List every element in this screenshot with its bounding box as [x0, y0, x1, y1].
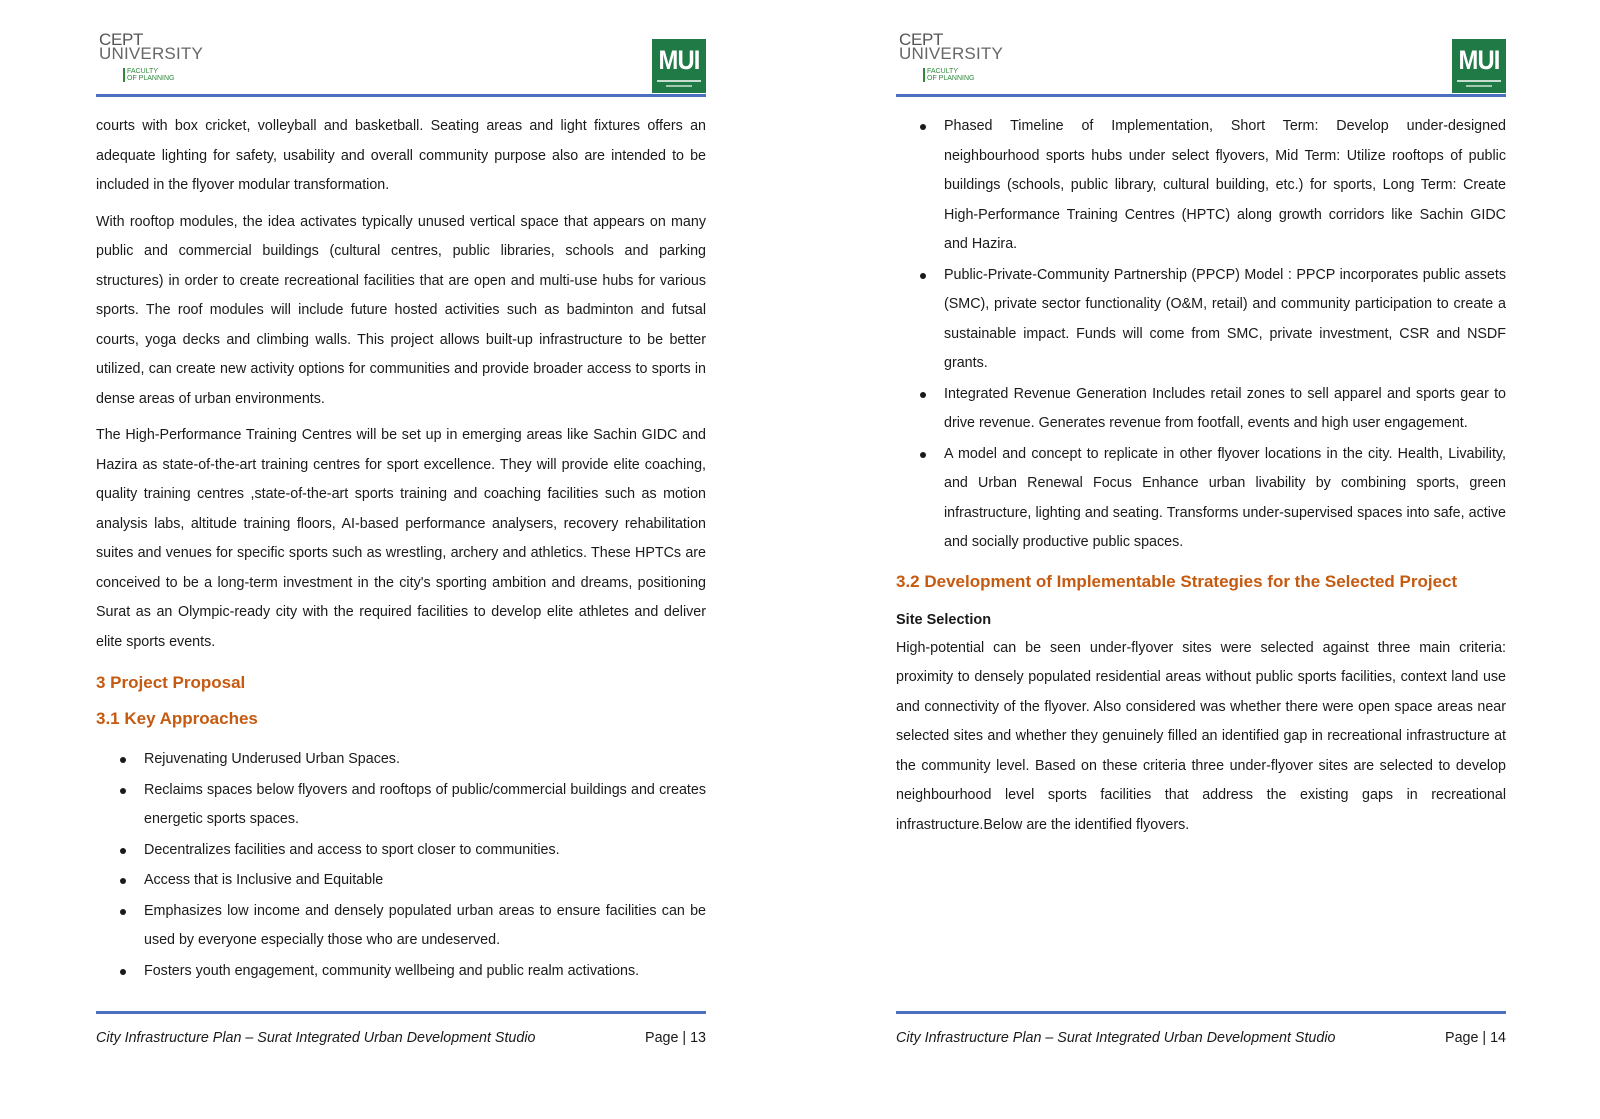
bullet-icon	[120, 909, 126, 915]
logo-text-university: UNIVERSITY	[899, 44, 1004, 63]
page-content	[96, 112, 706, 993]
mui-logo-line	[666, 85, 692, 87]
cept-university-logo	[99, 30, 204, 83]
list-item: Fosters youth engagement, community wellbeing and public realm activations.	[96, 957, 706, 987]
logo-text-faculty: FACULTY OF PLANNING	[123, 68, 174, 82]
page-footer	[896, 1030, 1506, 1046]
list-item: Emphasizes low income and densely populated urban areas to ensure facilities can be used by everyone especially those who are undeserved.	[96, 897, 706, 956]
paragraph: High-potential can be seen under-flyover sites were selected against three main criteria: proximity to densely populated residential areas without public sports facilities, context land use and connectivity of the flyover. Also considered was whether there were open space areas near selected sites and whether they genuinely filled an identified gap in recreational infrastructure at the community level. Based on these criteria three under-flyover sites are selected to develop neighbourhood level sports facilities that address the existing gaps in recreational infrastructure.Below are the identified flyovers.	[896, 639, 1506, 833]
footer-rule	[96, 1011, 706, 1014]
mui-logo-line	[1466, 85, 1492, 87]
mui-logo	[652, 39, 706, 93]
page-number: Page | 14	[1445, 1030, 1506, 1046]
list-item: A model and concept to replicate in other flyover locations in the city. Health, Livability, and Urban Renewal Focus Enhance urban livability by combining sports, green infrastructure, lighting and seating. Transforms under-supervised spaces into safe, active and socially productive public spaces.	[896, 440, 1506, 558]
logo-text-cept: CEPT	[899, 30, 944, 49]
bullet-icon	[120, 848, 126, 854]
mui-logo-text: MUI	[1458, 45, 1500, 75]
footer-rule	[896, 1011, 1506, 1014]
footer-title: City Infrastructure Plan – Surat Integrated Urban Development Studio	[896, 1030, 1336, 1046]
section-heading: 3.2 Development of Implementable Strategies for the Selected Project	[896, 571, 1458, 591]
mui-logo	[1452, 39, 1506, 93]
logo-text-faculty: FACULTY OF PLANNING	[923, 68, 974, 82]
section-heading: 3.1 Key Approaches	[96, 709, 258, 728]
paragraph: The High-Performance Training Centres will be set up in emerging areas like Sachin GIDC and Hazira as state-of-the-art training centres for sport excellence. They will provide elite coaching, quality training centres ,state-of-the-art sports training and coaching facilities such as motion analysis labs, altitude training floors, AI-based performance analysers, recovery rehabilitation suites and venues for specific sports such as wrestling, archery and athletics. These HPTCs are conceived to be a long-term investment in the city's sporting ambition and dreams, positioning Surat as an Olympic-ready city with the required facilities to develop elite athletes and deliver elite sports events.	[96, 427, 706, 650]
logo-text-university: UNIVERSITY	[99, 44, 204, 63]
key-approaches-list	[96, 745, 706, 986]
mui-logo-line	[1457, 80, 1501, 82]
mui-logo-text: MUI	[658, 45, 700, 75]
list-item: Phased Timeline of Implementation, Short Term: Develop under-designed neighbourhood sports hubs under select flyovers, Mid Term: Utilize rooftops of public buildings (schools, public library, cultural building, etc.) for sports, Long Term: Create High-Performance Training Centres (HPTC) along growth corridors like Sachin GIDC and Hazira.	[896, 112, 1506, 260]
bullet-icon	[920, 124, 926, 130]
strategy-list	[896, 112, 1506, 558]
page-footer	[96, 1030, 706, 1046]
bullet-icon	[120, 969, 126, 975]
page-number: Page | 13	[645, 1030, 706, 1046]
bullet-icon	[920, 452, 926, 458]
mui-logo-line	[657, 80, 701, 82]
bullet-icon	[120, 878, 126, 884]
list-item: Rejuvenating Underused Urban Spaces.	[96, 745, 706, 775]
section-heading: 3 Project Proposal	[96, 673, 246, 692]
logo-text-cept: CEPT	[99, 30, 144, 49]
list-item: Decentralizes facilities and access to sport closer to communities.	[96, 836, 706, 866]
page-14	[896, 0, 1506, 1119]
header-rule	[896, 94, 1506, 97]
cept-university-logo	[899, 30, 1004, 83]
bullet-icon	[920, 392, 926, 398]
footer-title: City Infrastructure Plan – Surat Integrated Urban Development Studio	[96, 1030, 536, 1046]
list-item: Public-Private-Community Partnership (PPCP) Model : PPCP incorporates public assets (SMC), private sector functionality (O&M, retail) and community participation to create a sustainable impact. Funds will come from SMC, private investment, CSR and NSDF grants.	[896, 261, 1506, 379]
page-content	[896, 112, 1506, 847]
bullet-icon	[120, 788, 126, 794]
paragraph: With rooftop modules, the idea activates typically unused vertical space that appears on many public and commercial buildings (cultural centres, public libraries, schools and parking structures) in order to create recreational facilities that are open and multi-use hubs for various sports. The roof modules will include future hosted activities such as badminton and futsal courts, yoga decks and climbing walls. This project allows built-up infrastructure to be better utilized, can create new activity options for communities and provide broader access to sports in dense areas of urban environments.	[96, 213, 706, 407]
bullet-icon	[120, 757, 126, 763]
list-item: Access that is Inclusive and Equitable	[96, 866, 706, 896]
header-rule	[96, 94, 706, 97]
list-item: Reclaims spaces below flyovers and rooftops of public/commercial buildings and creates energetic sports spaces.	[96, 776, 706, 835]
page-13	[96, 0, 706, 1119]
bullet-icon	[920, 273, 926, 279]
list-item: Integrated Revenue Generation Includes retail zones to sell apparel and sports gear to drive revenue. Generates revenue from footfall, events and high user engagement.	[896, 380, 1506, 439]
sub-heading: Site Selection	[896, 611, 992, 628]
paragraph: courts with box cricket, volleyball and basketball. Seating areas and light fixtures offers an adequate lighting for safety, usability and overall community purpose also are intended to be included in the flyover modular transformation.	[96, 118, 706, 193]
